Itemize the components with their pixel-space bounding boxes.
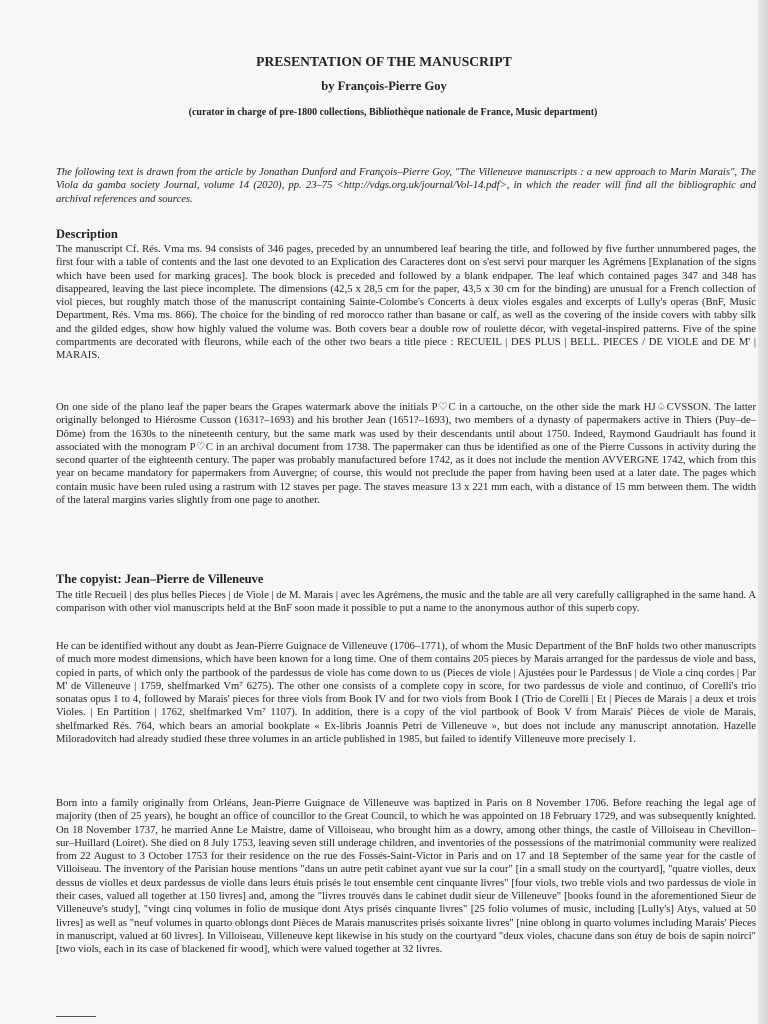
intro-text: The following text is drawn from the article by Jonathan Dunford and François–Pierre Goy, "The Villeneuve manuscripts : a new approach to Marin Marais", The Viola da gamba society Journal, volume 14 (2020), pp. 23–75 <http://vdgs.org.uk/journal/Vol-14.pdf>, in which the reader will find all the bibliographic and archival references and sources. — [56, 167, 756, 205]
intro-note — [56, 166, 756, 206]
author-byline: by François-Pierre Goy — [321, 79, 447, 93]
copyist-paragraph-2 — [56, 640, 756, 746]
copyist-paragraph-1 — [56, 589, 756, 616]
page-edge — [758, 0, 768, 1024]
description-heading: Description — [56, 227, 118, 241]
page-title: PRESENTATION OF THE MANUSCRIPT — [256, 54, 512, 69]
copyist-text-3: Born into a family originally from Orléans, Jean-Pierre Guignace de Villeneuve was baptized in Paris on 8 November 1706. Before reaching the legal age of majority (then of 25 years), he bought an office of councillor to the Great Council, to which he was appointed on 18 February 1729, and was subsequently knighted. On 18 November 1737, he married Anne Le Maistre, dame of Villoiseau, who brought him as a dowry, among other things, the castle of Villoiseau in Chevillon–sur–Huillard (Loiret). She died on 8 July 1753, leaving seven still underage children, and inventories of the possessions of the matrimonial community were realized from 22 August to 3 October 1753 for their residence on the rue des Fossés-Saint-Victor in Paris and on 17 and 18 September of the same year for the castle of Villoiseau. The inventory of the Parisian house mentions "dans un autre petit cabinet ayant vue sur la cour" [in a small study on the courtyard], "quatre violles, deux dessus de violles et deux pardessus de violle dans leurs étuis prisés le tout ensemble cent cinquante livres" [four viols, two treble viols and two pardessus de viole in their cases, valued all together at 150 livres] and, among the "livres trouvés dans le cabinet dudit sieur de Villeneuve" [books found in the aforementioned Sieur de Villeneuve's study], "vingt cinq volumes in folio de musique dont Atys prisés cinquante livres" [25 folio volumes of music, including [Lully's] Atys, valued at 50 livres] as well as "neuf volumes in quarto oblongs dont Pièces de Marais manuscrites prisés soixante livres" [nine oblong in quarto volumes including Marais' Pieces in manuscript, valued at 60 livres]. In Villoiseau, Villeneuve kept likewise in his study on the courtyard "deux violes, chacune dans son étuy de bois de sapin noirci" [two viols, each in its case of blackened fir wood], which were valued together at 32 livres. — [56, 798, 756, 956]
footnote-separator — [56, 1016, 96, 1017]
copyist-heading: The copyist: Jean–Pierre de Villeneuve — [56, 572, 264, 586]
description-paragraph-2 — [56, 401, 756, 507]
copyist-paragraph-3 — [56, 797, 756, 957]
description-paragraph-1 — [56, 243, 756, 363]
copyist-text-2: He can be identified without any doubt as Jean-Pierre Guignace de Villeneuve (1706–1771), of whom the Music Department of the BnF holds two other manuscripts of much more modest dimensions, which have been known for a long time. One of them contains 205 pieces by Marais arranged for the pardessus de viole and bass, copied in parts, of which only the partbook of the pardessus de viole has come down to us (Pieces de viole | Ajustées pour le Pardessus | de Viole a cinq cordes | Par M' de Villeneuve | 1759, shelfmarked Vm⁷ 6275). The other one consists of a complete copy in score, for two pardessus de viole and continuo, of Corelli's trio sonatas opus 1 to 4, followed by Marais' pieces for three viols from Book IV and for two viols from Book I (Trio de Corelli | Et | Pieces de Marais | a deux et trois Violes. | En Partition | 1762, shelfmarked Vm⁷ 1107). In addition, there is a copy of the viol partbook of Book V from Marais' Pièces de viole de Marais, shelfmarked Rés. 764, which bears an amorial bookplate « Ex-libris Joannis Petri de Villeneuve », but does not include any manuscript annotation. Hazelle Miloradovitch had already studied these three volumes in an article published in 1985, but failed to identify Villeneuve more precisely 1. — [56, 641, 756, 746]
description-text-2: On one side of the plano leaf the paper bears the Grapes watermark above the initials P♡C in a cartouche, on the other side the mark HJ♤CVSSON. The latter originally belonged to Hiérosme Cusson (1631?–1693) and his brother Jean (1651?–1693), two members of a dynasty of papermakers active in Thiers (Puy–de–Dôme) from the 1630s to the nineteenth century, but the same mark was used by their descendants until about 1750. Indeed, Raymond Gaudriault has found it associated with the monogram P♡C in an archival document from 1738. The papermaker can thus be identified as one of the Pierre Cussons in activity during the second quarter of the eighteenth century. The paper was probably manufactured before 1742, as it does not include the mention AVVERGNE 1742, which from this year on became mandatory for papermakers from Auvergne; of course, this would not preclude the paper from having been used at a later date. The pages which contain music have been ruled using a rastrum with 12 staves per page. The staves measure 13 x 221 mm each, with a distance of 15 mm between them. The width of the lateral margins varies slightly from one page to another. — [56, 402, 756, 507]
description-text-1: The manuscript Cf. Rés. Vma ms. 94 consists of 346 pages, preceded by an unnumbered leaf bearing the title, and followed by five further unnumbered pages, the first four with a table of contents and the last one devoted to an Explication des Caracteres dont on s'est servi pour marquer les Agrémens [Explanation of the signs which have been used for marking graces]. The book block is preceded and followed by a blank endpaper. The leaf which contained pages 347 and 348 has disappeared, leaving the last piece incomplete. The dimensions (42,5 x 28,5 cm for the paper, 43,5 x 30 cm for the binding) are unusual for a French collection of viol pieces, but roughly match those of the manuscript containing Sainte-Colombe's Concerts à deux violes esgales and excerpts of Lully's operas (BnF, Music Department, Rés. Vma ms. 866). The choice for the binding of red morocco rather than basane or calf, as well as the covering of the inside covers with tabby silk and the gilded edges, show how highly valued the volume was. Both covers bear a double row of roulette décor, with vegetal-inspired patterns. Five of the spine compartments are decorated with fleurons, while each of the other two bears a title piece : RECUEIL | DES PLUS | BELL. PIECES / DE VIOLE and DE M' | MARAIS. — [56, 244, 756, 362]
copyist-text-1: The title Recueil | des plus belles Pieces | de Viole | de M. Marais | avec les Agrémens, the music and the table are all very carefully calligraphed in the same hand. A comparison with other viol manuscripts held at the BnF soon made it possible to put a name to the anonymous author of this superb copy. — [56, 590, 756, 615]
author-affiliation: (curator in charge of pre-1800 collections, Bibliothèque nationale de France, Music department) — [188, 107, 598, 118]
